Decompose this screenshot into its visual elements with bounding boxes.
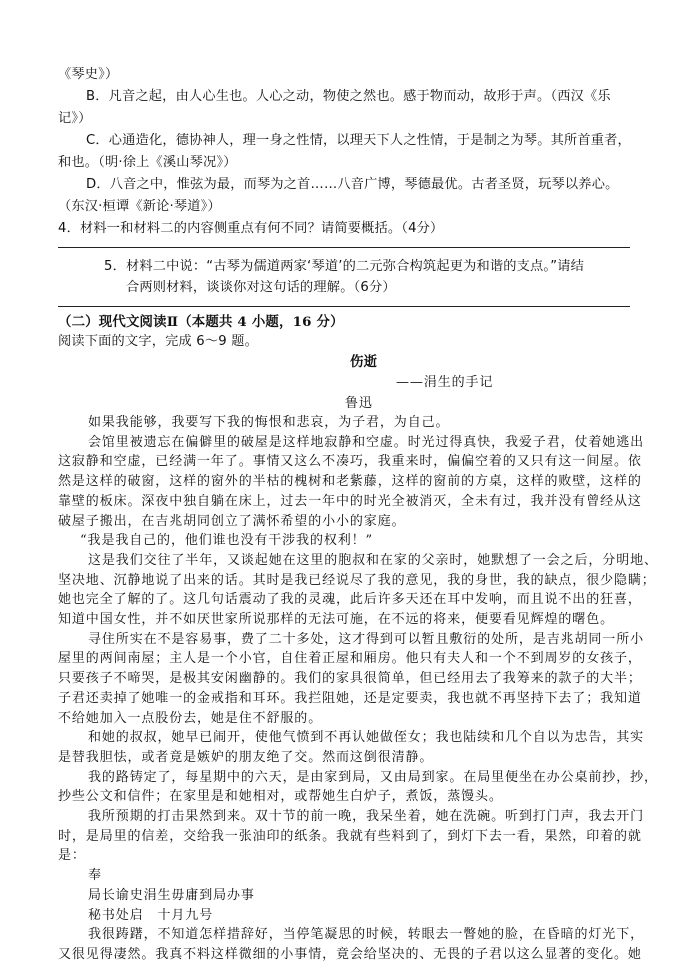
story-line: 我所预期的打击果然到来。双十节的前一晚，我呆坐着，她在洗碗。听到打门声，我去开门 — [88, 809, 645, 824]
story-line: 知道中国女性，并不如厌世家所说那样的无法可施，在不远的将来，便要看见辉煌的曙色。 — [58, 612, 615, 627]
story-line: 屋里的两间南屋；主人是一个小官，自住着正屋和厢房。他只有夫人和一个不到周岁的女孩子， — [58, 651, 642, 666]
story-line: 会馆里被遗忘在偏僻里的破屋是这样地寂静和空虚。时光过得真快，我爱子君，仗着她逃出 — [88, 435, 645, 450]
section-2-header: （二）现代文阅读Ⅱ（本题共 4 小题，16 分） — [58, 314, 344, 330]
question-5-cont: 合两则材料，谈谈你对这句话的理解。（6分） — [126, 280, 396, 295]
story-line: 我很踌躇，不知道怎样措辞好，当停笔凝思的时候，转眼去一瞥她的脸，在昏暗的灯光下， — [88, 927, 645, 942]
story-line: 这寂静和空虚，已经满一年了。事情又这么不凑巧，我重来时，偏偏空着的又只有这一间屋。依 — [58, 454, 642, 469]
story-author: 鲁迅 — [345, 396, 373, 411]
story-line: 奉 — [88, 868, 102, 883]
story-line: 这是我们交往了半年，又谈起她在这里的胞叔和在家的父亲时，她默想了一会之后，分明地、 — [88, 553, 658, 568]
story-line: 抄些公文和信件；在家里是和她相对，或帮她生白炉子，煮饭，蒸馒头。 — [58, 789, 503, 804]
question-4: 4．材料一和材料二的内容侧重点有何不同？请简要概括。（4分） — [58, 221, 444, 236]
option-c-cont: 和也。（明·徐上《溪山琴况》） — [58, 155, 237, 170]
section-2-instruction: 阅读下面的文字，完成 6～9 题。 — [58, 334, 259, 349]
question-5: 5．材料二中说：“古琴为儒道两家‘琴道’的二元弥合构筑起更为和谐的支点。”请结 — [104, 259, 585, 274]
option-b: B．凡音之起，由人心生也。人心之动，物使之然也。感于物而动，故形于声。（西汉《乐 — [86, 89, 611, 104]
story-line: 又很见得凄然。我真不料这样微细的小事情，竟会给坚决的、无畏的子君以这么显著的变化。她 — [58, 947, 642, 962]
story-line: “我是我自己的，他们谁也没有干涉我的权利！” — [80, 533, 374, 548]
story-line: 靠壁的板床。深夜中独自躺在床上，过去一年中的时光全被消灭，全未有过，我并没有曾经从这 — [58, 494, 642, 509]
story-line: 坚决地、沉静地说了出来的话。其时是我已经说尽了我的意见，我的身世，我的缺点，很少隐瞒； — [58, 573, 656, 588]
story-line: 秘书处启 十月九号 — [88, 908, 214, 923]
option-c: C．心通造化，德协神人，理一身之性情，以理天下人之性情，于是制之为琴。其所首重者， — [86, 133, 631, 148]
story-line: 局长谕史涓生毋庸到局办事 — [88, 888, 255, 903]
option-d: D．八音之中，惟弦为最，而琴为之首……八音广博，琴德最优。古者圣贤，玩琴以养心。 — [86, 177, 619, 192]
option-b-cont: 记》） — [58, 111, 92, 126]
story-line: 然是这样的破窗，这样的窗外的半枯的槐树和老紫藤，这样的窗前的方桌，这样的败壁，这样的 — [58, 474, 642, 489]
answer-line-q4 — [58, 247, 630, 248]
story-line: 只要孩子不啼哭，是极其安闲幽静的。我们的家具很简单，但已经用去了我筹来的款子的大半； — [58, 671, 642, 686]
answer-line-q5 — [58, 306, 630, 307]
story-line: 我的路铸定了，每星期中的六天，是由家到局，又由局到家。在局里便坐在办公桌前抄，抄， — [88, 770, 658, 785]
story-line: 她也完全了解的了。这几句话震动了我的灵魂，此后许多天还在耳中发响，而且说不出的狂喜， — [58, 592, 642, 607]
story-line: 如果我能够，我要写下我的悔恨和悲哀，为子君，为自己。 — [88, 415, 450, 430]
story-line: 子君还卖掉了她唯一的金戒指和耳环。我拦阻她，还是定要卖，我也就不再坚持下去了；我知道 — [58, 691, 642, 706]
story-line: 破屋子搬出，在吉兆胡同创立了满怀希望的小小的家庭。 — [58, 514, 406, 529]
story-line: 是： — [58, 848, 86, 863]
story-subtitle: ——涓生的手记 — [396, 375, 494, 390]
story-line: 和她的叔叔，她早已闹开，使他气愤到不再认她做侄女；我也陆续和几个自以为忠告，其实 — [88, 730, 645, 745]
story-line: 寻住所实在不是容易事，费了二十多处，这才得到可以暂且敷衍的处所，是吉兆胡同一所小 — [88, 632, 645, 647]
story-line: 时，是局里的信差，交给我一张油印的纸条。我就有些料到了，到灯下去一看，果然，印着的就 — [58, 829, 642, 844]
story-line: 不给她加入一点股份去，她是住不舒服的。 — [58, 711, 323, 726]
option-d-cont: （东汉·桓谭《新论·琴道》） — [58, 199, 221, 214]
option-a-source-tail: 《琴史》） — [58, 67, 119, 82]
story-title: 伤逝 — [350, 354, 378, 370]
story-line: 是替我胆怯，或者竟是嫉妒的朋友绝了交。然而这倒很清静。 — [58, 750, 434, 765]
